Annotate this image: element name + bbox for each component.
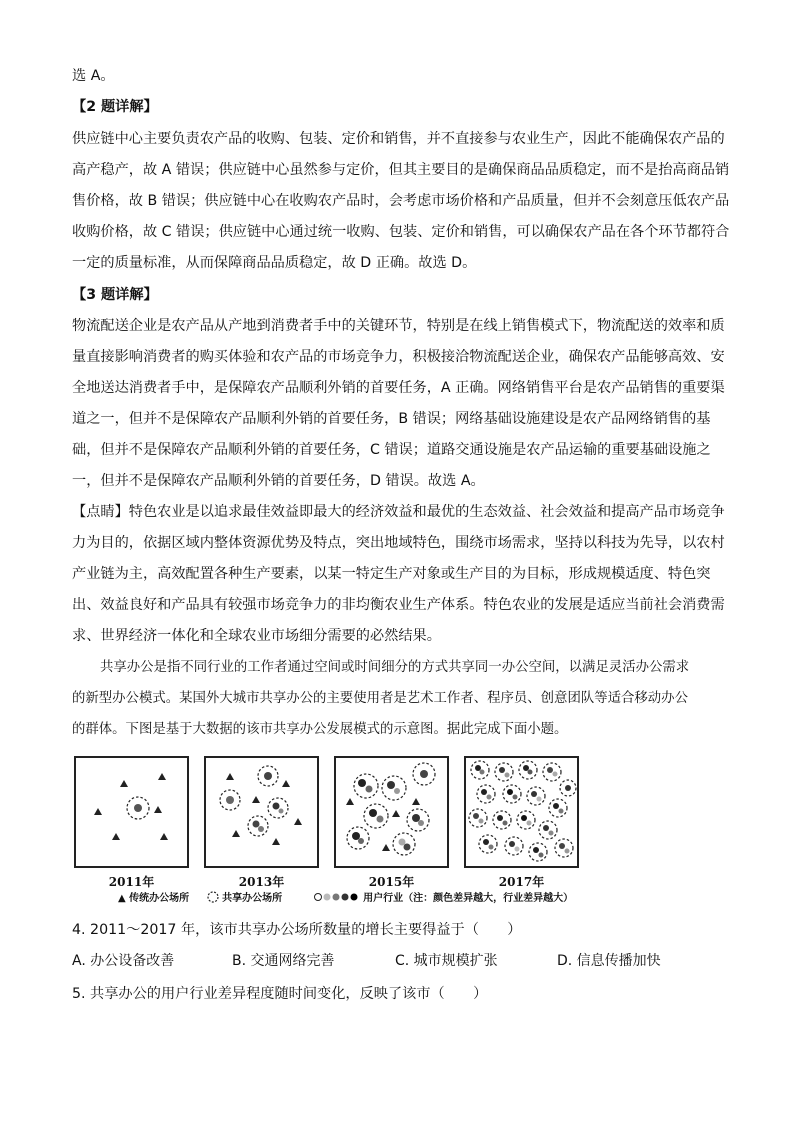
shared-office-diagram: [74, 756, 594, 906]
q4-option-c: C. 城市规模扩张: [395, 953, 498, 969]
panel-2017-drawing: [466, 758, 577, 866]
note-line: 产业链为主，高效配置各种生产要素，以某一特定生产对象或生产目的为目标，形成规模适度、特色突: [72, 566, 711, 582]
text-line: 高产稳产，故 A 错误；供应链中心虽然参与定价，但其主要目的是确保商品品质稳定，而不是抬高商品销: [72, 162, 730, 178]
section-heading-2: 【2 题详解】: [72, 99, 158, 115]
q4-option-b: B. 交通网络完善: [232, 953, 335, 969]
passage-line: 共享办公是指不同行业的工作者通过空间或时间细分的方式共享同一办公空间，以满足灵活办公需求: [100, 660, 690, 675]
question-4: 4. 2011～2017 年，该市共享办公场所数量的增长主要得益于（ ）: [72, 922, 522, 938]
note-line: 力为目的，依据区域内整体资源优势及特点，突出地域特色，围绕市场需求，坚持以科技为先导，以农村: [72, 535, 725, 551]
legend-users-label: 用户行业（注：颜色差异越大，行业差异越大）: [363, 893, 574, 904]
note-line: 求、世界经济一体化和全球农业市场细分需要的必然结果。: [72, 628, 441, 644]
note-line: 【点睛】特色农业是以追求最佳效益即最大的经济效益和最优的生态效益、社会效益和提高产品市场竞争: [72, 504, 725, 520]
shared-office-ring-icon: [207, 891, 219, 903]
year-label-2017: 2017年: [498, 875, 545, 889]
legend-shared-office: [207, 893, 296, 904]
panel-2015-drawing: [336, 758, 447, 866]
panel-2015: [334, 756, 449, 868]
panel-2017: [464, 756, 579, 868]
text-line: 售价格，故 B 错误；供应链中心在收购农产品时，会考虑市场价格和产品质量，但并不会刻意压低农产品: [72, 193, 730, 209]
year-label-2015: 2015年: [368, 875, 415, 889]
section-heading-3: 【3 题详解】: [72, 287, 158, 303]
text-line: 全地送达消费者手中，是保障农产品顺利外销的首要任务，A 正确。网络销售平台是农产品销售的重要渠: [72, 380, 725, 396]
q4-option-a: A. 办公设备改善: [72, 953, 175, 969]
user-industry-dots-icon: [314, 892, 360, 902]
legend-traditional-office: ▲ 传统办公场所: [118, 893, 190, 904]
year-label-2013: 2013年: [238, 875, 285, 889]
note-line: 出、效益良好和产品具有较强市场竞争力的非均衡农业生产体系。特色农业的发展是适应当前社会消费需: [72, 597, 725, 613]
question-5: 5. 共享办公的用户行业差异程度随时间变化，反映了该市（ ）: [72, 986, 488, 1002]
text-line: 供应链中心主要负责农产品的收购、包装、定价和销售，并不直接参与农业生产，因此不能确保农产品的: [72, 131, 725, 147]
text-line: 道之一，但并不是保障农产品顺利外销的首要任务，B 错误；网络基础设施建设是农产品网络销售的基: [72, 411, 711, 427]
q4-option-d: D. 信息传播加快: [557, 953, 661, 969]
text-line: 物流配送企业是农产品从产地到消费者手中的关键环节，特别是在线上销售模式下，物流配送的效率和质: [72, 318, 725, 334]
text-line: 选 A。: [72, 68, 115, 84]
diagram-legend: [118, 889, 601, 904]
panel-2013: [204, 756, 319, 868]
year-label-2011: 2011年: [108, 875, 155, 889]
legend-shared-label: 共享办公场所: [222, 893, 283, 904]
panel-2013-drawing: [206, 758, 317, 866]
passage-line: 的群体。下图是基于大数据的该市共享办公发展模式的示意图。据此完成下面小题。: [72, 722, 568, 737]
text-line: 量直接影响消费者的购买体验和农产品的市场竞争力，积极接洽物流配送企业，确保农产品能够高效、安: [72, 349, 725, 365]
legend-user-industry: [314, 893, 587, 904]
text-line: 础，但并不是保障农产品顺利外销的首要任务，C 错误；道路交通设施是农产品运输的重要基础设施之: [72, 442, 711, 458]
passage-line: 的新型办公模式。某国外大城市共享办公的主要使用者是艺术工作者、程序员、创意团队等适合移动办公: [72, 691, 688, 706]
panel-2011-drawing: [76, 758, 187, 866]
text-line: 一，但并不是保障农产品顺利外销的首要任务，D 错误。故选 A。: [72, 473, 485, 489]
text-line: 一定的质量标准，从而保障商品品质稳定，故 D 正确。故选 D。: [72, 255, 477, 271]
panel-2011: [74, 756, 189, 868]
text-line: 收购价格，故 C 错误；供应链中心通过统一收购、包装、定价和销售，可以确保农产品在各个环节都符合: [72, 224, 730, 240]
